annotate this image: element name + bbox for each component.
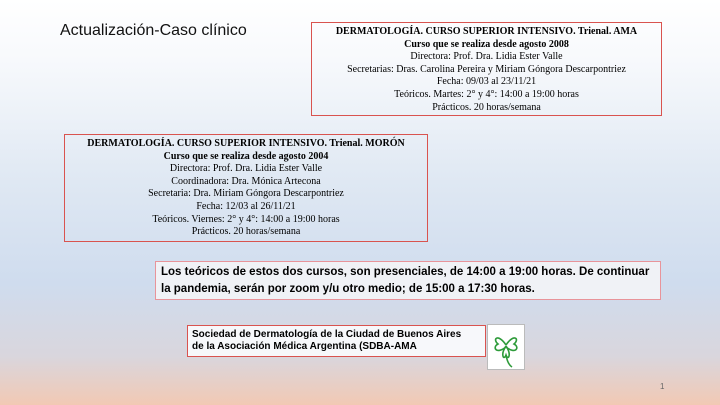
course-since: Curso que se realiza desde agosto 2008 <box>404 38 569 50</box>
society-box <box>187 325 486 357</box>
course-director: Directora: Prof. Dra. Lidia Ester Valle <box>410 51 563 63</box>
society-name-line1: Sociedad de Dermatología de la Ciudad de Buenos Aires <box>192 329 462 340</box>
course-box-ama <box>311 22 662 116</box>
course-heading: DERMATOLOGÍA. CURSO SUPERIOR INTENSIVO. Trienal. MORÓN <box>87 138 405 149</box>
page-number: 1 <box>660 382 665 391</box>
course-practice: Prácticos. 20 horas/semana <box>191 226 301 238</box>
slide-title: Actualización-Caso clínico <box>60 22 247 39</box>
course-dates: Fecha: 12/03 al 26/11/21 <box>196 200 296 212</box>
society-name-line2: de la Asociación Médica Argentina (SDBA-AMA <box>192 341 417 352</box>
course-director: Directora: Prof. Dra. Lidia Ester Valle <box>169 163 323 175</box>
course-secretaries: Secretarias: Dras. Carolina Pereira y Miriam Góngora Descarpontriez <box>347 63 626 75</box>
schedule-notice: Los teóricos de estos dos cursos, son presenciales, de 14:00 a 19:00 horas. De continuar la pandemia, serán por zoom y/u otro medio; de 15:00 a 17:30 horas. <box>155 261 661 300</box>
course-box-moron <box>64 134 428 242</box>
course-practice: Prácticos. 20 horas/semana <box>432 101 541 113</box>
course-theory: Teóricos. Viernes: 2° y 4°: 14:00 a 19:00 horas <box>152 213 340 225</box>
course-theory: Teóricos. Martes: 2° y 4°: 14:00 a 19:00 horas <box>394 88 579 100</box>
course-dates: Fecha: 09/03 al 23/11/21 <box>436 76 537 88</box>
course-secretary: Secretaria: Dra. Miriam Góngora Descarpontriez <box>148 188 344 200</box>
course-coordinator: Coordinadora: Dra. Mónica Artecona <box>171 175 321 187</box>
clover-icon <box>487 324 525 370</box>
course-heading: DERMATOLOGÍA. CURSO SUPERIOR INTENSIVO. Trienal. AMA <box>335 26 638 37</box>
course-since: Curso que se realiza desde agosto 2004 <box>163 150 329 162</box>
